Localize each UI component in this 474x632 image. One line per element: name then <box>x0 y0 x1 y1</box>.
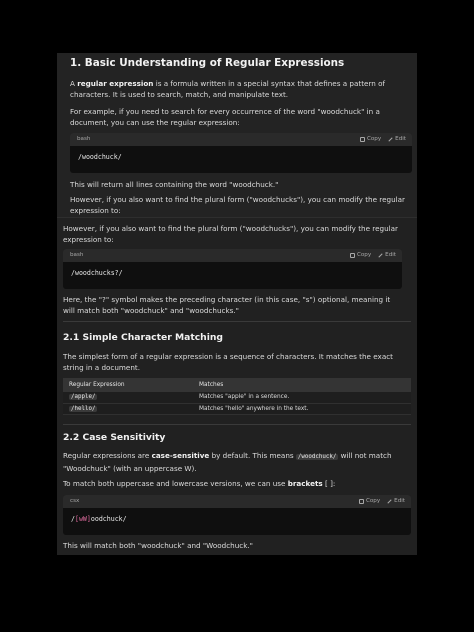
code-block-header <box>63 495 411 508</box>
paragraph-plural-repeat: However, if you also want to find the plural form ("woodchucks"), you can modify the regular expression to: <box>63 224 398 244</box>
table-header-row <box>63 378 411 392</box>
code-content: /woodchuck/ <box>78 153 122 161</box>
copy-button[interactable]: Copy <box>359 498 380 504</box>
code-content: /[wW]oodchuck/ <box>71 515 127 523</box>
table-row <box>63 403 411 414</box>
code-block-woodchucks <box>63 249 402 289</box>
paragraph-simple: The simplest form of a regular expression is a sequence of characters. It matches the exact string in a document. <box>63 352 393 372</box>
table-header-regex: Regular Expression <box>63 378 193 392</box>
copy-button[interactable]: Copy <box>350 252 371 258</box>
paragraph-case: Regular expressions are case-sensitive by default. This means /woodchuck/ will not match "Woodchuck" (with an uppercase W). <box>63 451 392 473</box>
regex-code: /apple/ <box>71 394 96 401</box>
table-row <box>63 392 411 403</box>
section-divider <box>63 424 411 425</box>
copy-button[interactable]: Copy <box>360 136 381 142</box>
paragraph-example: For example, if you need to search for every occurrence of the word "woodchuck" in a document, you can use the regular expression: <box>70 107 380 127</box>
document-panel-top <box>57 53 417 217</box>
copy-icon <box>360 137 365 142</box>
edit-button[interactable]: Edit <box>377 252 396 258</box>
paragraph-intro: A regular expression is a formula written in a special syntax that defines a pattern of characters. It is used to search, match, and manipulate text. <box>70 79 386 99</box>
paragraph-plural: However, if you also want to find the plural form ("woodchucks"), you can modify the regular expression to: <box>70 195 405 215</box>
regex-code: /hello/ <box>71 405 96 412</box>
section-divider <box>63 321 411 322</box>
code-language-label: bash <box>77 136 91 142</box>
edit-button[interactable]: Edit <box>386 498 405 504</box>
section-heading-case-sensitivity: 2.2 Case Sensitivity <box>63 432 166 443</box>
paragraph-final: This will match both "woodchuck" and "Woodchuck." <box>63 541 253 550</box>
code-language-label: bash <box>70 252 84 258</box>
code-block-woodchuck <box>70 133 412 173</box>
copy-icon <box>359 499 364 504</box>
code-language-label: csx <box>70 498 80 504</box>
regex-table <box>63 378 411 415</box>
paragraph-result: This will return all lines containing the word "woodchuck." <box>70 180 279 189</box>
section-heading-simple-matching: 2.1 Simple Character Matching <box>63 332 223 343</box>
inline-code-woodchuck: /woodchuck/ <box>297 454 337 460</box>
code-block-header <box>70 133 412 146</box>
edit-button[interactable]: Edit <box>387 136 406 142</box>
code-block-header <box>63 249 402 262</box>
paragraph-brackets: To match both uppercase and lowercase versions, we can use brackets [ ]: <box>63 479 336 488</box>
match-description: Matches "apple" in a sentence. <box>193 392 411 403</box>
edit-icon <box>377 252 383 258</box>
copy-icon <box>350 253 355 258</box>
edit-icon <box>387 136 393 142</box>
edit-icon <box>386 498 392 504</box>
match-description: Matches "hello" anywhere in the text. <box>193 403 411 414</box>
section-title: 1. Basic Understanding of Regular Expressions <box>70 57 345 69</box>
paragraph-optional: Here, the "?" symbol makes the preceding character (in this case, "s") optional, meaning it will match both "woodchuck" and "woodchucks." <box>63 295 391 315</box>
code-block-brackets <box>63 495 411 535</box>
table-header-matches: Matches <box>193 378 411 392</box>
document-panel-bottom <box>57 217 417 555</box>
code-content: /woodchucks?/ <box>71 269 123 277</box>
